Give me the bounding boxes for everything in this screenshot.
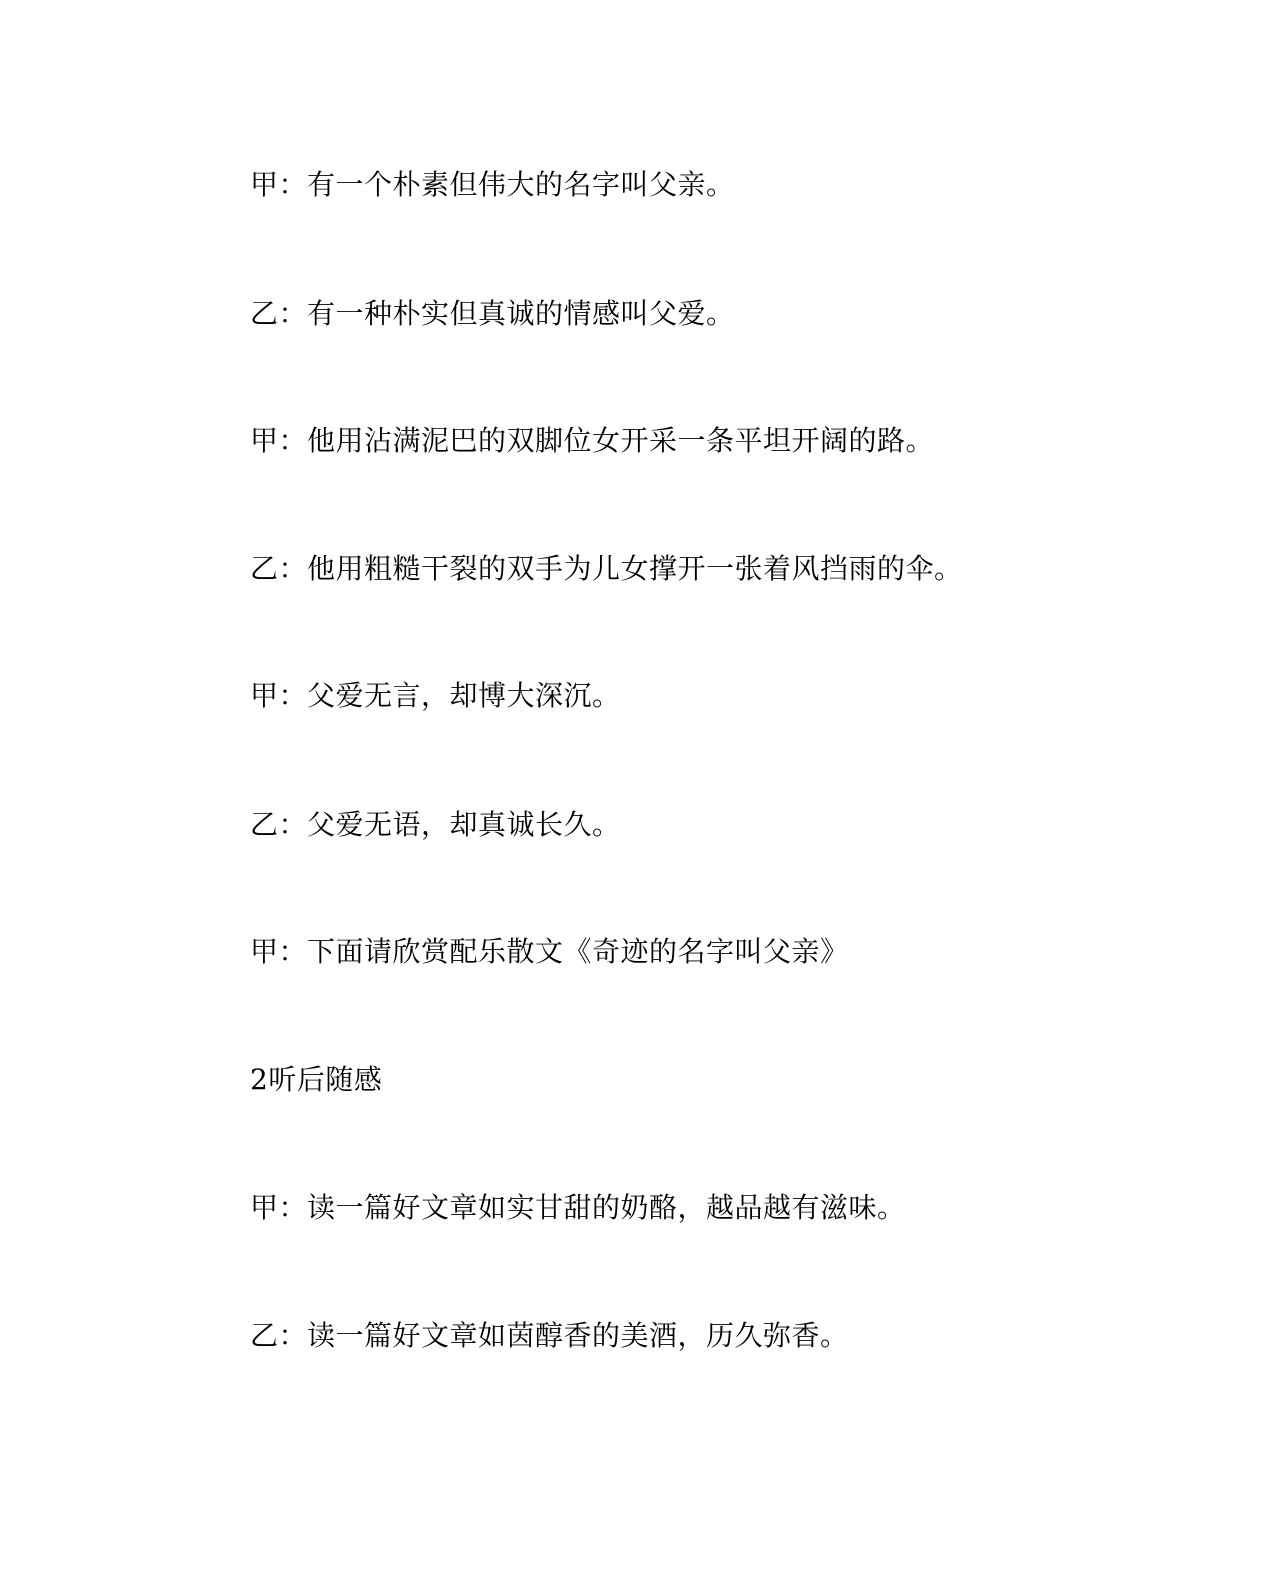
dialogue-line-1: 甲：有一个朴素但伟大的名字叫父亲。 bbox=[250, 168, 735, 201]
dialogue-line-5: 甲：父爱无言，却博大深沉。 bbox=[250, 679, 621, 712]
section-heading: 2听后随感 bbox=[250, 1063, 383, 1096]
dialogue-line-8: 甲：读一篇好文章如实甘甜的奶酪，越品越有滋味。 bbox=[250, 1191, 906, 1224]
dialogue-line-3: 甲：他用沾满泥巴的双脚位女开采一条平坦开阔的路。 bbox=[250, 424, 935, 457]
dialogue-line-6: 乙：父爱无语，却真诚长久。 bbox=[250, 808, 621, 841]
dialogue-line-7: 甲：下面请欣赏配乐散文《奇迹的名字叫父亲》 bbox=[250, 935, 849, 968]
dialogue-line-2: 乙：有一种朴实但真诚的情感叫父爱。 bbox=[250, 297, 735, 330]
dialogue-line-9: 乙：读一篇好文章如茵醇香的美酒，历久弥香。 bbox=[250, 1319, 849, 1352]
dialogue-line-4: 乙：他用粗糙干裂的双手为儿女撑开一张着风挡雨的伞。 bbox=[250, 552, 963, 585]
